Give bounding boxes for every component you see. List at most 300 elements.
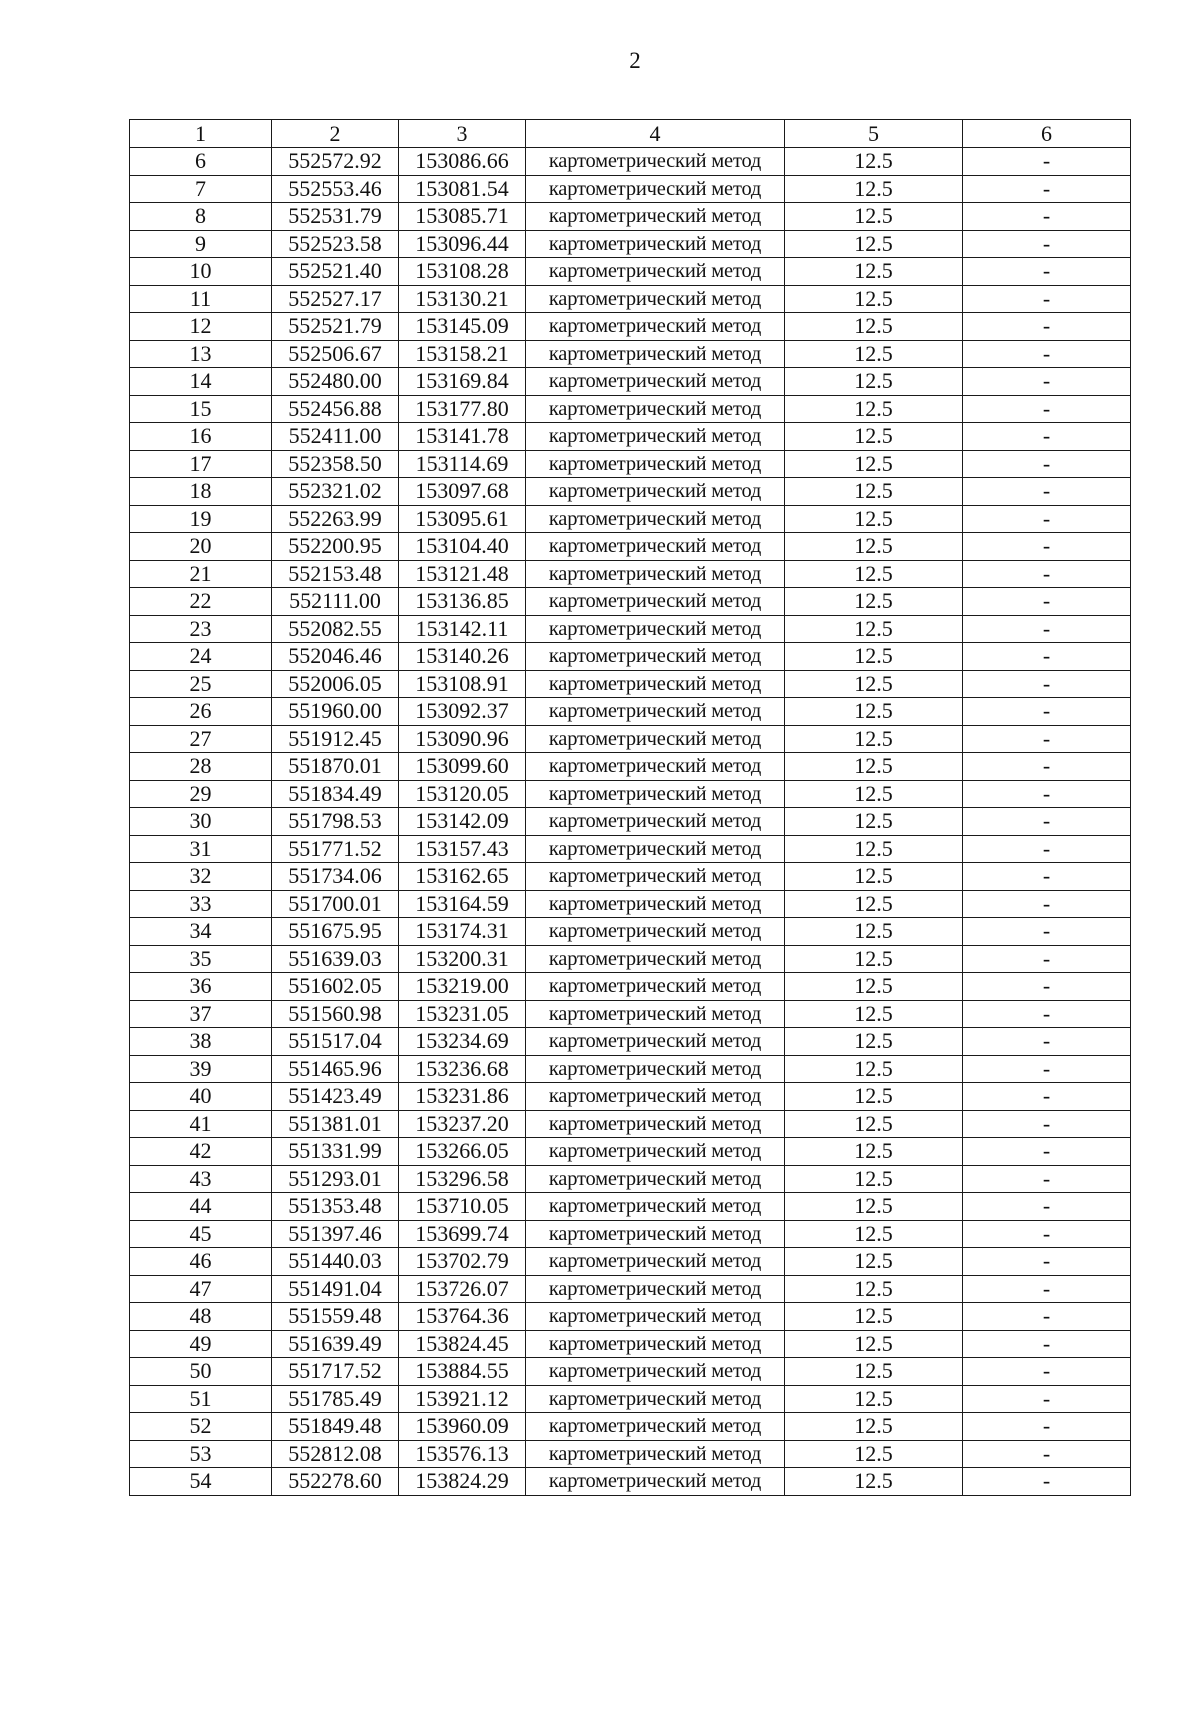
cell-precision: 12.5 [785,285,963,313]
cell-x: 552321.02 [272,478,399,506]
cell-method: картометрический метод [526,753,785,781]
cell-precision: 12.5 [785,588,963,616]
table-row [130,1083,1131,1111]
table-row [130,1275,1131,1303]
table-row [130,863,1131,891]
cell-method: картометрический метод [526,1303,785,1331]
cell-point-number: 11 [130,285,272,313]
cell-point-number: 42 [130,1138,272,1166]
table-row [130,1055,1131,1083]
cell-method: картометрический метод [526,368,785,396]
cell-point-number: 46 [130,1248,272,1276]
cell-point-number: 15 [130,395,272,423]
cell-description: - [963,340,1131,368]
cell-method: картометрический метод [526,450,785,478]
cell-x: 552046.46 [272,643,399,671]
cell-method: картометрический метод [526,1028,785,1056]
cell-y: 153764.36 [399,1303,526,1331]
cell-method: картометрический метод [526,670,785,698]
cell-y: 153576.13 [399,1440,526,1468]
cell-y: 153236.68 [399,1055,526,1083]
cell-y: 153140.26 [399,643,526,671]
cell-method: картометрический метод [526,230,785,258]
cell-y: 153174.31 [399,918,526,946]
cell-precision: 12.5 [785,423,963,451]
cell-precision: 12.5 [785,395,963,423]
cell-method: картометрический метод [526,1358,785,1386]
cell-method: картометрический метод [526,1000,785,1028]
cell-description: - [963,1413,1131,1441]
cell-point-number: 10 [130,258,272,286]
cell-method: картометрический метод [526,175,785,203]
table-row [130,1385,1131,1413]
cell-y: 153231.86 [399,1083,526,1111]
cell-point-number: 7 [130,175,272,203]
cell-precision: 12.5 [785,643,963,671]
cell-description: - [963,918,1131,946]
cell-y: 153266.05 [399,1138,526,1166]
cell-x: 551491.04 [272,1275,399,1303]
cell-y: 153099.60 [399,753,526,781]
cell-precision: 12.5 [785,698,963,726]
cell-point-number: 29 [130,780,272,808]
cell-point-number: 22 [130,588,272,616]
cell-description: - [963,643,1131,671]
cell-description: - [963,670,1131,698]
cell-y: 153142.11 [399,615,526,643]
coordinates-table-body [130,120,1131,1496]
cell-description: - [963,973,1131,1001]
table-row [130,1028,1131,1056]
cell-description: - [963,1000,1131,1028]
cell-x: 551849.48 [272,1413,399,1441]
cell-precision: 12.5 [785,560,963,588]
cell-point-number: 13 [130,340,272,368]
cell-precision: 12.5 [785,313,963,341]
cell-precision: 12.5 [785,1468,963,1496]
cell-x: 552521.40 [272,258,399,286]
cell-x: 552278.60 [272,1468,399,1496]
table-row [130,423,1131,451]
table-row [130,588,1131,616]
cell-y: 153234.69 [399,1028,526,1056]
cell-y: 153921.12 [399,1385,526,1413]
table-row [130,395,1131,423]
cell-x: 551440.03 [272,1248,399,1276]
table-row [130,368,1131,396]
cell-description: - [963,368,1131,396]
cell-description: - [963,835,1131,863]
cell-description: - [963,450,1131,478]
cell-x: 551870.01 [272,753,399,781]
cell-point-number: 44 [130,1193,272,1221]
table-row [130,1358,1131,1386]
cell-x: 552572.92 [272,148,399,176]
cell-y: 153699.74 [399,1220,526,1248]
cell-method: картометрический метод [526,1385,785,1413]
cell-method: картометрический метод [526,505,785,533]
cell-y: 153136.85 [399,588,526,616]
cell-method: картометрический метод [526,698,785,726]
table-row [130,643,1131,671]
cell-x: 551293.01 [272,1165,399,1193]
cell-x: 552200.95 [272,533,399,561]
cell-point-number: 37 [130,1000,272,1028]
cell-description: - [963,588,1131,616]
cell-point-number: 45 [130,1220,272,1248]
cell-point-number: 43 [130,1165,272,1193]
cell-description: - [963,1330,1131,1358]
cell-precision: 12.5 [785,1055,963,1083]
cell-precision: 12.5 [785,533,963,561]
cell-point-number: 51 [130,1385,272,1413]
cell-y: 153120.05 [399,780,526,808]
cell-y: 153237.20 [399,1110,526,1138]
table-row [130,698,1131,726]
cell-point-number: 19 [130,505,272,533]
cell-x: 551517.04 [272,1028,399,1056]
table-row [130,560,1131,588]
cell-x: 551397.46 [272,1220,399,1248]
cell-y: 153884.55 [399,1358,526,1386]
cell-x: 551675.95 [272,918,399,946]
cell-precision: 12.5 [785,808,963,836]
cell-point-number: 35 [130,945,272,973]
table-row [130,313,1131,341]
cell-method: картометрический метод [526,478,785,506]
cell-y: 153169.84 [399,368,526,396]
cell-point-number: 17 [130,450,272,478]
cell-point-number: 24 [130,643,272,671]
cell-y: 153162.65 [399,863,526,891]
cell-y: 153097.68 [399,478,526,506]
cell-point-number: 54 [130,1468,272,1496]
cell-point-number: 32 [130,863,272,891]
cell-precision: 12.5 [785,1440,963,1468]
cell-y: 153114.69 [399,450,526,478]
cell-description: - [963,203,1131,231]
cell-precision: 12.5 [785,1385,963,1413]
cell-y: 153096.44 [399,230,526,258]
cell-x: 551734.06 [272,863,399,891]
cell-description: - [963,780,1131,808]
cell-x: 551912.45 [272,725,399,753]
table-row [130,203,1131,231]
cell-point-number: 18 [130,478,272,506]
cell-x: 552358.50 [272,450,399,478]
cell-point-number: 27 [130,725,272,753]
table-row [130,1468,1131,1496]
cell-point-number: 49 [130,1330,272,1358]
cell-precision: 12.5 [785,1000,963,1028]
cell-description: - [963,863,1131,891]
cell-precision: 12.5 [785,753,963,781]
cell-description: - [963,1440,1131,1468]
table-row [130,670,1131,698]
cell-point-number: 50 [130,1358,272,1386]
cell-description: - [963,230,1131,258]
table-row [130,780,1131,808]
cell-precision: 12.5 [785,340,963,368]
cell-point-number: 16 [130,423,272,451]
cell-y: 153824.29 [399,1468,526,1496]
cell-method: картометрический метод [526,780,785,808]
cell-method: картометрический метод [526,285,785,313]
cell-description: - [963,1220,1131,1248]
cell-precision: 12.5 [785,1165,963,1193]
cell-x: 552531.79 [272,203,399,231]
cell-point-number: 39 [130,1055,272,1083]
cell-y: 153702.79 [399,1248,526,1276]
cell-precision: 12.5 [785,1275,963,1303]
cell-method: картометрический метод [526,835,785,863]
cell-precision: 12.5 [785,835,963,863]
cell-method: картометрический метод [526,423,785,451]
cell-method: картометрический метод [526,1468,785,1496]
cell-x: 551639.03 [272,945,399,973]
table-row [130,1330,1131,1358]
cell-x: 551381.01 [272,1110,399,1138]
cell-description: - [963,808,1131,836]
cell-y: 153085.71 [399,203,526,231]
cell-point-number: 14 [130,368,272,396]
cell-description: - [963,285,1131,313]
cell-method: картометрический метод [526,1330,785,1358]
table-row [130,1193,1131,1221]
cell-precision: 12.5 [785,258,963,286]
cell-description: - [963,725,1131,753]
table-row [130,505,1131,533]
header-cell-description: 6 [963,120,1131,148]
cell-method: картометрический метод [526,340,785,368]
cell-description: - [963,1385,1131,1413]
cell-description: - [963,1028,1131,1056]
cell-x: 551465.96 [272,1055,399,1083]
table-row [130,1440,1131,1468]
cell-description: - [963,890,1131,918]
table-row [130,753,1131,781]
cell-y: 153231.05 [399,1000,526,1028]
table-row [130,230,1131,258]
cell-x: 551798.53 [272,808,399,836]
cell-precision: 12.5 [785,1413,963,1441]
cell-description: - [963,175,1131,203]
cell-precision: 12.5 [785,725,963,753]
cell-y: 153164.59 [399,890,526,918]
cell-description: - [963,945,1131,973]
cell-precision: 12.5 [785,1330,963,1358]
cell-x: 552263.99 [272,505,399,533]
table-row [130,1000,1131,1028]
cell-precision: 12.5 [785,918,963,946]
cell-precision: 12.5 [785,1358,963,1386]
cell-x: 552523.58 [272,230,399,258]
cell-y: 153726.07 [399,1275,526,1303]
page-number: 2 [629,48,641,73]
cell-x: 551771.52 [272,835,399,863]
header-cell-y: 3 [399,120,526,148]
cell-precision: 12.5 [785,1083,963,1111]
cell-point-number: 48 [130,1303,272,1331]
cell-point-number: 34 [130,918,272,946]
cell-precision: 12.5 [785,670,963,698]
cell-y: 153145.09 [399,313,526,341]
table-row [130,1248,1131,1276]
cell-x: 551602.05 [272,973,399,1001]
cell-x: 551423.49 [272,1083,399,1111]
table-row [130,340,1131,368]
cell-precision: 12.5 [785,175,963,203]
cell-method: картометрический метод [526,945,785,973]
cell-y: 153108.91 [399,670,526,698]
table-row [130,450,1131,478]
cell-description: - [963,505,1131,533]
cell-method: картометрический метод [526,973,785,1001]
cell-y: 153104.40 [399,533,526,561]
cell-precision: 12.5 [785,945,963,973]
table-row [130,1110,1131,1138]
cell-method: картометрический метод [526,725,785,753]
cell-precision: 12.5 [785,230,963,258]
cell-x: 552553.46 [272,175,399,203]
cell-precision: 12.5 [785,1193,963,1221]
cell-x: 552111.00 [272,588,399,616]
cell-description: - [963,1110,1131,1138]
cell-precision: 12.5 [785,1110,963,1138]
cell-description: - [963,698,1131,726]
cell-method: картометрический метод [526,643,785,671]
table-row [130,258,1131,286]
cell-point-number: 52 [130,1413,272,1441]
cell-y: 153960.09 [399,1413,526,1441]
cell-x: 551834.49 [272,780,399,808]
table-row [130,175,1131,203]
table-row [130,1220,1131,1248]
cell-x: 551785.49 [272,1385,399,1413]
cell-method: картометрический метод [526,560,785,588]
table-row [130,835,1131,863]
cell-y: 153142.09 [399,808,526,836]
cell-point-number: 25 [130,670,272,698]
cell-precision: 12.5 [785,203,963,231]
cell-method: картометрический метод [526,1275,785,1303]
table-row [130,918,1131,946]
cell-description: - [963,395,1131,423]
cell-y: 153177.80 [399,395,526,423]
cell-precision: 12.5 [785,148,963,176]
cell-point-number: 9 [130,230,272,258]
cell-method: картометрический метод [526,863,785,891]
cell-x: 551560.98 [272,1000,399,1028]
cell-y: 153121.48 [399,560,526,588]
cell-method: картометрический метод [526,533,785,561]
cell-x: 552506.67 [272,340,399,368]
table-row [130,615,1131,643]
cell-precision: 12.5 [785,1028,963,1056]
cell-point-number: 40 [130,1083,272,1111]
cell-precision: 12.5 [785,863,963,891]
cell-precision: 12.5 [785,368,963,396]
cell-y: 153158.21 [399,340,526,368]
cell-y: 153824.45 [399,1330,526,1358]
cell-method: картометрический метод [526,588,785,616]
cell-method: картометрический метод [526,1110,785,1138]
cell-method: картометрический метод [526,615,785,643]
cell-method: картометрический метод [526,1413,785,1441]
cell-x: 551331.99 [272,1138,399,1166]
cell-method: картометрический метод [526,1220,785,1248]
cell-method: картометрический метод [526,1055,785,1083]
header-cell-x: 2 [272,120,399,148]
cell-description: - [963,258,1131,286]
cell-x: 552153.48 [272,560,399,588]
table-row [130,1303,1131,1331]
table-row [130,725,1131,753]
cell-method: картометрический метод [526,258,785,286]
table-row [130,478,1131,506]
cell-y: 153200.31 [399,945,526,973]
cell-precision: 12.5 [785,1303,963,1331]
cell-y: 153130.21 [399,285,526,313]
cell-description: - [963,1193,1131,1221]
cell-method: картометрический метод [526,1138,785,1166]
cell-precision: 12.5 [785,780,963,808]
cell-precision: 12.5 [785,1248,963,1276]
cell-y: 153219.00 [399,973,526,1001]
cell-precision: 12.5 [785,1138,963,1166]
cell-method: картометрический метод [526,148,785,176]
cell-point-number: 47 [130,1275,272,1303]
cell-x: 552812.08 [272,1440,399,1468]
cell-x: 551639.49 [272,1330,399,1358]
cell-description: - [963,423,1131,451]
table-row [130,148,1131,176]
cell-precision: 12.5 [785,450,963,478]
table-row [130,285,1131,313]
cell-x: 552411.00 [272,423,399,451]
cell-x: 551559.48 [272,1303,399,1331]
cell-point-number: 20 [130,533,272,561]
cell-description: - [963,148,1131,176]
cell-description: - [963,560,1131,588]
cell-method: картометрический метод [526,395,785,423]
cell-precision: 12.5 [785,505,963,533]
cell-precision: 12.5 [785,973,963,1001]
cell-y: 153081.54 [399,175,526,203]
cell-x: 551717.52 [272,1358,399,1386]
cell-x: 552521.79 [272,313,399,341]
cell-point-number: 21 [130,560,272,588]
cell-description: - [963,615,1131,643]
table-row [130,1413,1131,1441]
cell-description: - [963,1138,1131,1166]
cell-x: 552527.17 [272,285,399,313]
cell-description: - [963,1165,1131,1193]
cell-y: 153108.28 [399,258,526,286]
cell-point-number: 30 [130,808,272,836]
cell-method: картометрический метод [526,890,785,918]
cell-method: картометрический метод [526,203,785,231]
cell-y: 153296.58 [399,1165,526,1193]
cell-x: 552006.05 [272,670,399,698]
cell-x: 551700.01 [272,890,399,918]
cell-method: картометрический метод [526,1165,785,1193]
cell-point-number: 26 [130,698,272,726]
table-row [130,973,1131,1001]
cell-description: - [963,753,1131,781]
cell-description: - [963,1468,1131,1496]
cell-y: 153710.05 [399,1193,526,1221]
